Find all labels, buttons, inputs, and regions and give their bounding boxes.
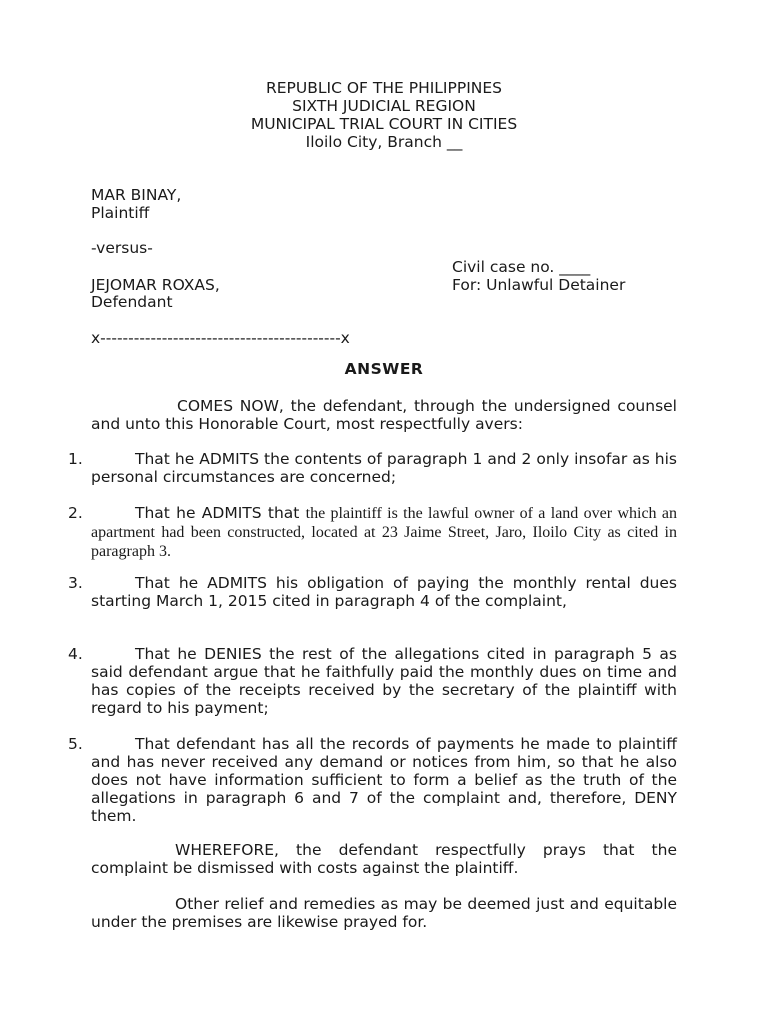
- header-branch: Iloilo City, Branch __: [305, 133, 463, 151]
- court-header: [0, 79, 768, 151]
- versus-label: -versus-: [91, 239, 153, 257]
- paragraph-text: [91, 504, 677, 561]
- plaintiff-name: MAR BINAY,: [91, 186, 182, 204]
- paragraph-body: the plaintiff is the lawful owner of a land over which an apartment had been constructed, located at 23 Jaime Street, Jaro, Iloilo City as cited in paragraph 3.: [91, 505, 678, 560]
- case-type: For: Unlawful Detainer: [452, 276, 626, 294]
- paragraph-number: 3.: [68, 574, 83, 592]
- header-region: SIXTH JUDICIAL REGION: [292, 97, 476, 115]
- paragraph-number: 5.: [68, 735, 83, 753]
- paragraph-lead: That he ADMITS that: [135, 504, 306, 522]
- intro-paragraph: COMES NOW, the defendant, through the undersigned counsel and unto this Honorable Court, most respectfully avers:: [91, 397, 677, 433]
- header-republic: REPUBLIC OF THE PHILIPPINES: [265, 79, 502, 97]
- document-title: ANSWER: [344, 360, 424, 378]
- other-relief-paragraph: Other relief and remedies as may be deemed just and equitable under the premises are likewise prayed for.: [91, 895, 677, 931]
- case-number: Civil case no. ____: [452, 258, 591, 276]
- caption-separator: x-------------------------------------------x: [91, 329, 350, 347]
- paragraph-number: 4.: [68, 645, 83, 663]
- paragraph-text: That he DENIES the rest of the allegations cited in paragraph 5 as said defendant argue that he faithfully paid the monthly dues on time and has copies of the receipts received by the secretary of the plaintiff with regard to his payment;: [91, 645, 677, 717]
- paragraph-number: 1.: [68, 450, 83, 468]
- defendant-name: JEJOMAR ROXAS,: [91, 276, 220, 294]
- paragraph-text: That he ADMITS the contents of paragraph 1 and 2 only insofar as his personal circumstances are concerned;: [91, 450, 677, 486]
- header-court: MUNICIPAL TRIAL COURT IN CITIES: [250, 115, 518, 133]
- defendant-role: Defendant: [91, 293, 173, 311]
- wherefore-paragraph: WHEREFORE, the defendant respectfully prays that the complaint be dismissed with costs against the plaintiff.: [91, 841, 677, 877]
- paragraph-text: That defendant has all the records of payments he made to plaintiff and has never received any demand or notices from him, so that he also does not have information sufficient to form a belief as the truth of the allegations in paragraph 6 and 7 of the complaint and, therefore, DENY them.: [91, 735, 677, 825]
- paragraph-text: That he ADMITS his obligation of paying the monthly rental dues starting March 1, 2015 cited in paragraph 4 of the complaint,: [91, 574, 677, 610]
- paragraph-number: 2.: [68, 504, 83, 522]
- plaintiff-role: Plaintiff: [91, 204, 150, 222]
